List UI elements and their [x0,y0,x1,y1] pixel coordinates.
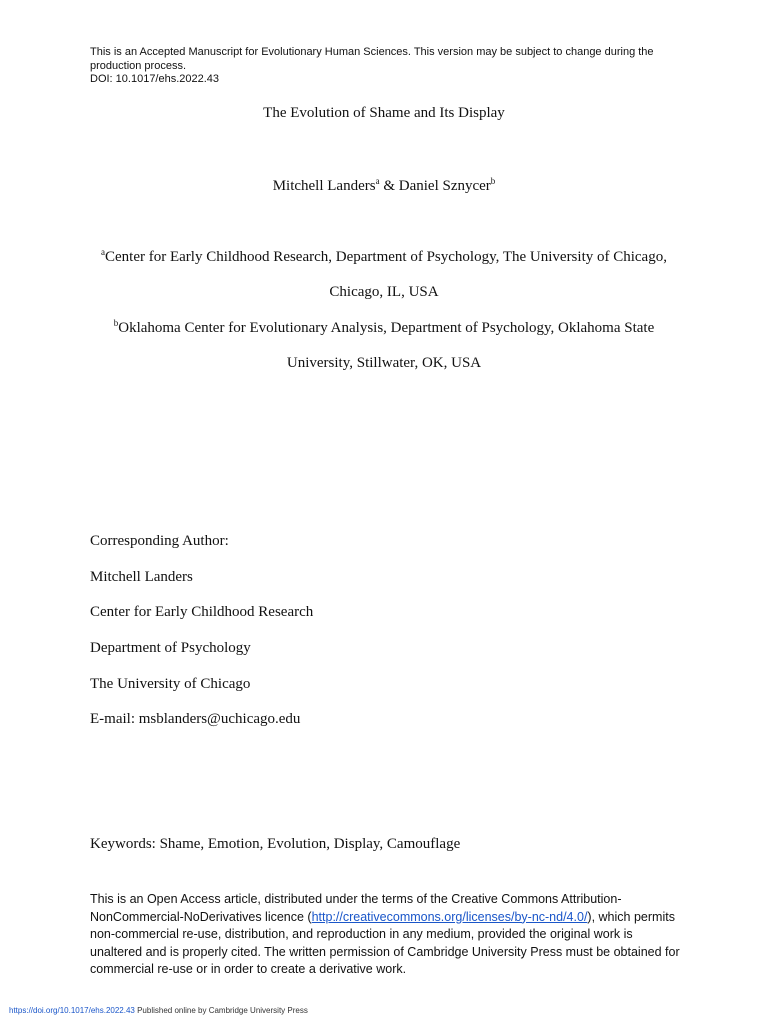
license-link[interactable]: http://creativecommons.org/licenses/by-nc-nd/4.0/ [311,909,588,924]
notice-line-2: production process. [90,59,186,72]
footer-published: Published online by Cambridge University Press [134,1006,308,1015]
corresponding-email: E-mail: msblanders@uchicago.edu [90,711,301,727]
keywords: Keywords: Shame, Emotion, Evolution, Display, Camouflage [90,836,461,852]
affiliation-a-line-1 [0,247,768,266]
author-1-name: Mitchell Landers [272,178,376,194]
affiliation-a-marker: a [101,247,106,257]
notice-doi: DOI: 10.1017/ehs.2022.43 [90,73,220,85]
affiliation-a-text: Center for Early Childhood Research, Department of Psychology, The University of Chicago, [105,249,667,265]
corresponding-name: Mitchell Landers [90,569,193,585]
affiliation-a-line-2: Chicago, IL, USA [329,284,439,300]
author-2-affil-marker: b [490,176,496,186]
footer [9,1006,308,1015]
affiliation-b-line-2: University, Stillwater, OK, USA [286,355,482,371]
license-text-2: ), which permits non-commercial re-use, distribution, and reproduction in any medium, provided the original work is unaltered and is properly cited. The written permission of Cambridge University Press must be obtained for commercial re-use or in order to create a derivative work. [90,909,680,976]
author-line [0,176,768,195]
paper-title: The Evolution of Shame and Its Display [263,105,505,121]
affiliation-b-line-1 [0,318,768,337]
license-text-1: This is an Open Access article, distributed under the terms of the Creative Commons Attribution-NonCommercial-NoDerivatives licence ( [90,892,622,924]
corresponding-university: The University of Chicago [90,676,251,692]
footer-doi-link[interactable]: https://doi.org/10.1017/ehs.2022.43 [9,1006,135,1015]
affiliation-b-marker: b [113,318,119,328]
author-joiner: & [379,178,399,194]
notice-line-1: This is an Accepted Manuscript for Evolutionary Human Sciences. This version may be subject to change during the [90,46,654,58]
author-2-name: Daniel Sznycer [398,178,491,194]
affiliation-b-text: Oklahoma Center for Evolutionary Analysis, Department of Psychology, Oklahoma State [118,320,655,336]
corresponding-department: Department of Psychology [90,640,251,656]
corresponding-center: Center for Early Childhood Research [90,604,314,620]
accepted-manuscript-notice [90,46,690,87]
license-paragraph [90,891,680,979]
author-1-affil-marker: a [375,176,380,186]
corresponding-heading: Corresponding Author: [90,533,229,549]
